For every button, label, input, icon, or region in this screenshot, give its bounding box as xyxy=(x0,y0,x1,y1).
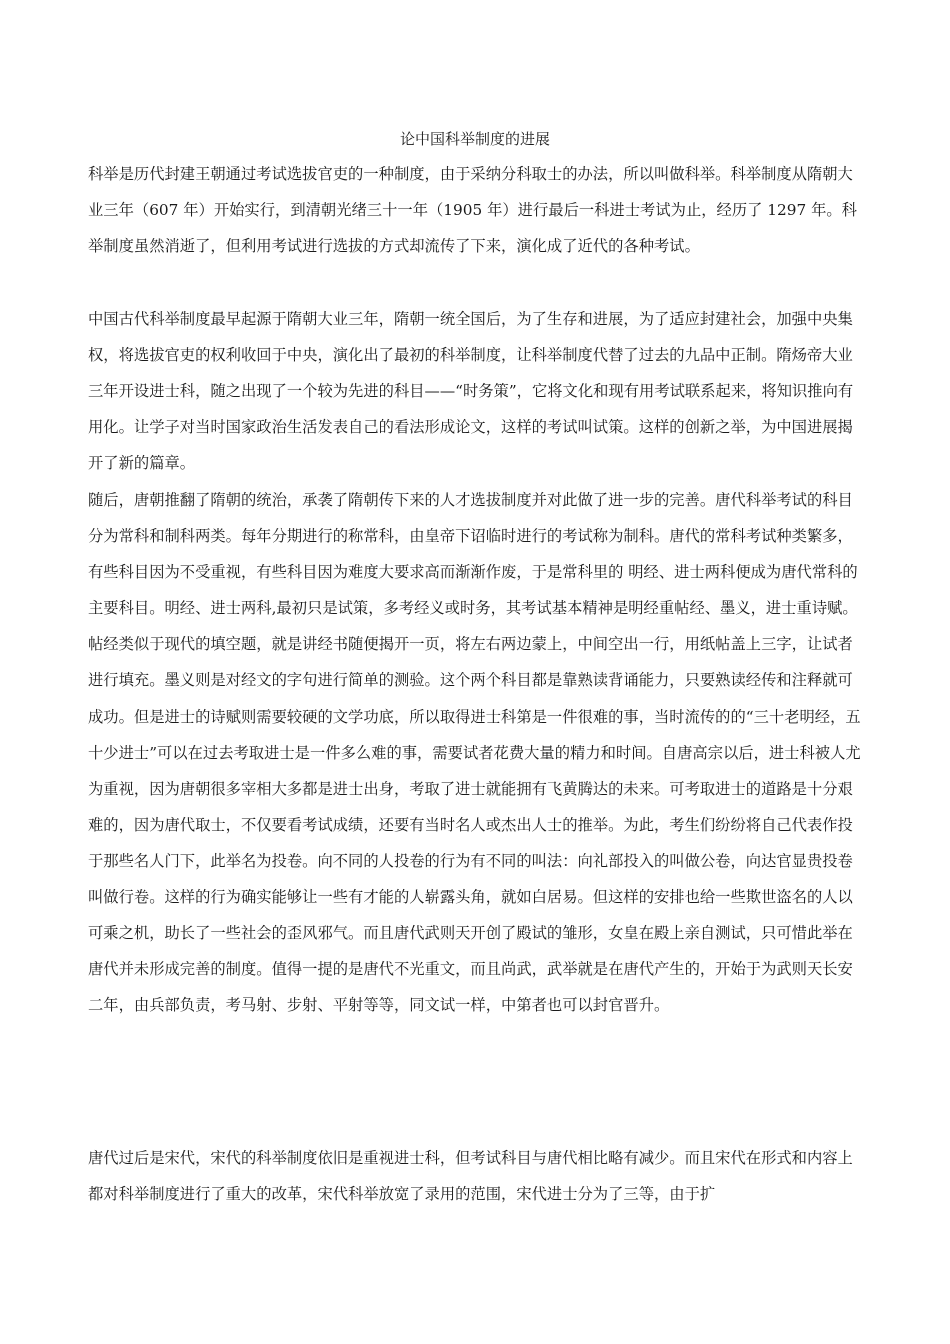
paragraph-4: 唐代过后是宋代，宋代的科举制度依旧是重视进士科，但考试科目与唐代相比略有减少。而且宋代在形式和内容上都对科举制度进行了重大的改革，宋代科举放宽了录用的范围，宋代进士分为了三等，由于扩 xyxy=(88,1149,853,1204)
document-title: 论中国科举制度的进展 xyxy=(399,130,550,148)
paragraph-1: 科举是历代封建王朝通过考试选拔官吏的一种制度，由于采纳分科取士的办法，所以叫做科举。科举制度从隋朝大业三年（607 年）开始实行，到清朝光绪三十一年（1905 年）进行最后一科进士考试为止，经历了 1297 年。科举制度虽然消逝了，但利用考试进行选拔的方式却流传了下来，演化成了近代的各种考试。 xyxy=(88,165,857,256)
paragraph-2: 中国古代科举制度最早起源于隋朝大业三年，隋朝一统全国后，为了生存和进展，为了适应封建社会，加强中央集权，将选拔官吏的权利收回于中央，演化出了最初的科举制度，让科举制度代替了过去的九品中正制。隋炀帝大业三年开设进士科，随之出现了一个较为先进的科目——“时务策”，它将文化和现有用考试联系起来，将知识推向有用化。让学子对当时国家政治生活发表自己的看法形成论文，这样的考试叫试策。这样的创新之举，为中国进展揭开了新的篇章。 xyxy=(88,310,854,473)
paragraph-3: 随后，唐朝推翻了隋朝的统治，承袭了隋朝传下来的人才选拔制度并对此做了进一步的完善。唐代科举考试的科目分为常科和制科两类。每年分期进行的称常科，由皇帝下诏临时进行的考试称为制科。唐代的常科考试种类繁多，有些科目因为不受重视，有些科目因为难度大要求高而渐渐作废，于是常科里的 明经、进士两科便成为唐代常科的主要科目。明经、进士两科,最初只是试策，多考经义或时务，其考试基本精神是明经重帖经、墨义，进士重诗赋。帖经类似于现代的填空题，就是讲经书随便揭开一页，将左右两边蒙上，中间空出一行，用纸帖盖上三字，让试者进行填充。墨义则是对经文的字句进行简单的测验。这个两个科目都是靠熟读背诵能力，只要熟读经传和注释就可成功。但是进士的诗赋则需要较硬的文学功底，所以取得进士科第是一件很难的事，当时流传的的“三十老明经，五十少进士”可以在过去考取进士是一件多么难的事，需要试者花费大量的精力和时间。自唐高宗以后，进士科被人尤为重视，因为唐朝很多宰相大多都是进士出身，考取了进士就能拥有飞黄腾达的未来。可考取进士的道路是十分艰难的，因为唐代取士，不仅要看考试成绩，还要有当时名人或杰出人士的推举。为此，考生们纷纷将自己代表作投于那些名人门下，此举名为投卷。向不同的人投卷的行为有不同的叫法：向礼部投入的叫做公卷，向达官显贵投卷叫做行卷。这样的行为确实能够让一些有才能的人崭露头角，就如白居易。但这样的安排也给一些欺世盗名的人以可乘之机，助长了一些社会的歪风邪气。而且唐代武则天开创了殿试的雏形，女皇在殿上亲自测试，只可惜此举在唐代并未形成完善的制度。值得一提的是唐代不光重文，而且尚武，武举就是在唐代产生的，开始于为武则天长安二年，由兵部负责，考马射、步射、平射等等，同文试一样，中第者也可以封官晋升。 xyxy=(88,491,861,1015)
